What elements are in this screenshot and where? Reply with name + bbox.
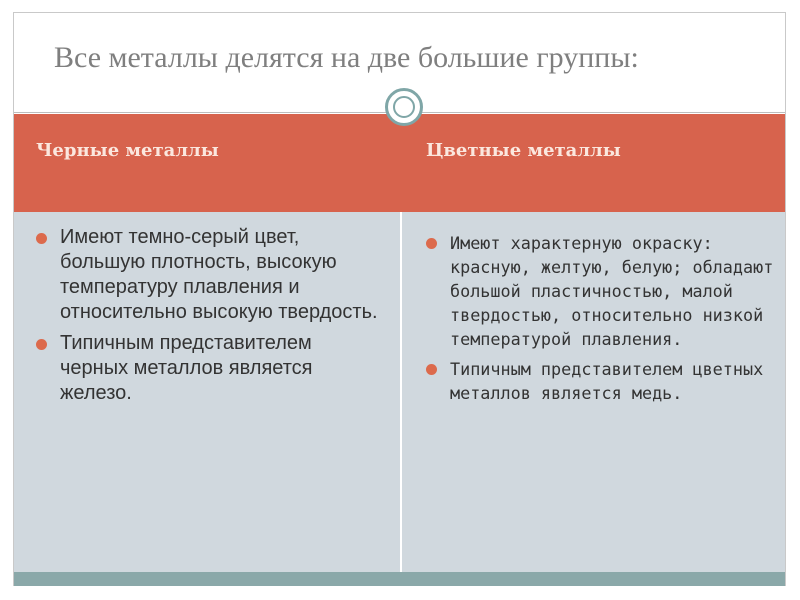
column-heading-ferrous: Черные металлы xyxy=(36,140,219,161)
slide-title: Все металлы делятся на две большие группы: xyxy=(54,41,639,74)
column-heading-nonferrous: Цветные металлы xyxy=(426,140,621,161)
circle-bullet-icon xyxy=(426,364,437,375)
nonferrous-metals-list xyxy=(422,231,774,411)
circle-bullet-icon xyxy=(426,238,437,249)
circle-bullet-icon xyxy=(36,233,47,244)
list-item xyxy=(32,225,382,325)
bottom-band xyxy=(14,572,785,586)
double-ring-circle-icon xyxy=(385,88,423,126)
list-item-text: Имеют темно-серый цвет, большую плотность, высокую температуру плавления и относительно высокую твердость. xyxy=(60,226,378,323)
column-separator xyxy=(400,212,402,572)
list-item-text: Типичным представителем цветных металлов является медь. xyxy=(450,359,764,403)
list-item xyxy=(422,231,774,351)
list-item-text: Имеют характерную окраску: красную, желтую, белую; обладают большой пластичностью, малой твердостью, относительно низкой температурой плавления. xyxy=(450,233,774,349)
slide xyxy=(13,12,786,586)
circle-bullet-icon xyxy=(36,339,47,350)
list-item-text: Типичным представителем черных металлов является железо. xyxy=(60,332,313,404)
ferrous-metals-list xyxy=(32,225,382,412)
list-item xyxy=(422,357,774,405)
header-band xyxy=(14,114,785,212)
list-item xyxy=(32,331,382,406)
